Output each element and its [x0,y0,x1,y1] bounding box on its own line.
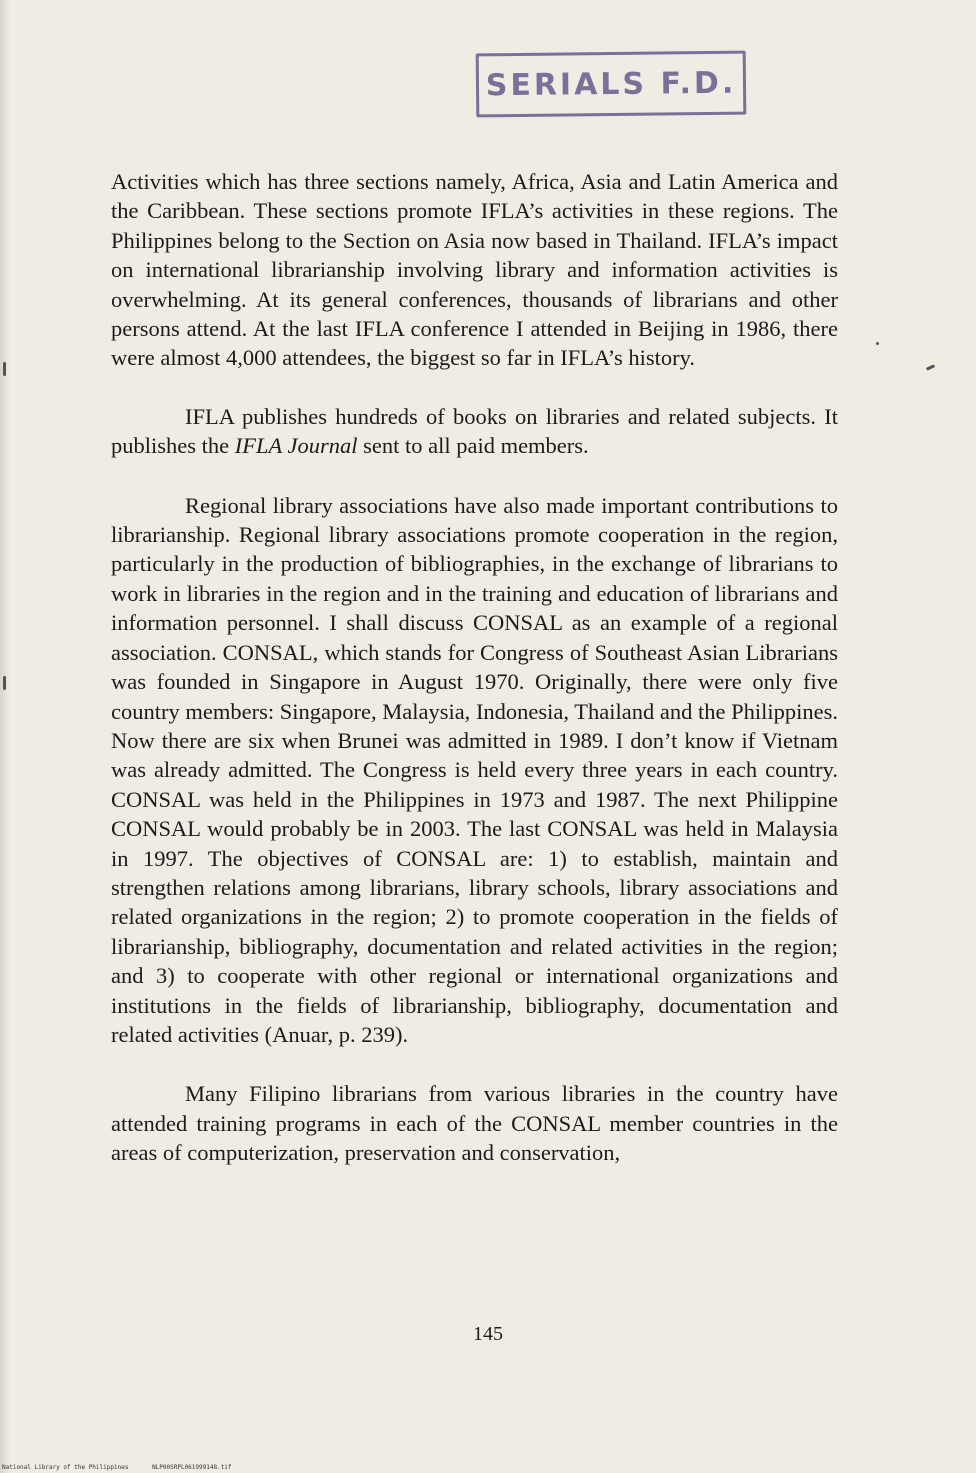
serials-stamp [476,51,747,118]
footer-library: National Library of the Philippines [2,1464,129,1471]
paragraph-consal: Regional library associations have also made important contributions to librarianship. Regional library associations promote cooperation in the region, particularly in the production of bibliographies, in the exchange of librarians to work in libraries in the region and in the training and education of librarians and information personnel. I shall discuss CONSAL as an example of a regional association. CONSAL, which stands for Congress of Southeast Asian Librarians was founded in Singapore in August 1970. Originally, there were only five country members: Singapore, Malaysia, Indonesia, Thailand and the Philippines. Now there are six when Brunei was admitted in 1989. I don’t know if Vietnam was already admitted. The Congress is held every three years in each country. CONSAL was held in the Philippines in 1973 and 1987. The next Philippine CONSAL would probably be in 2003. The last CONSAL was held in Malaysia in 1997. The objectives of CONSAL are: 1) to establish, maintain and strengthen relations among librarians, library schools, library associations and related organizations in the region; 2) to promote cooperation in the fields of librarianship, bibliography, documentation and related activities in the region; and 3) to cooperate with other regional or international organizations and institutions in the fields of librarianship, bibliography, documentation and related activities (Anuar, p. 239). [111,492,838,1047]
margin-mark [3,676,6,690]
paragraph-ifla-activities: Activities which has three sections namely, Africa, Asia and Latin America and the Caribbean. These sections promote IFLA’s activities in these regions. The Philippines belong to the Section on Asia now based in Thailand. IFLA’s impact on international librarianship involving library and information activities is overwhelming. At its general conferences, thousands of librarians and other persons attend. At the last IFLA conference I attended in Beijing in 1986, there were almost 4,000 attendees, the biggest so far in IFLA’s history. [111,169,838,371]
scan-footer [2,1464,252,1471]
paragraph-text: IFLA publishes hundreds of books on libraries and related subjects. It publishes the [111,403,838,459]
page-body [111,167,838,1168]
margin-mark [876,342,879,345]
page-number: 145 [473,1323,503,1345]
paragraph-text: sent to all paid members. [357,433,589,459]
page-edge [0,0,10,1473]
stamp-text: SERIALS F.D. [485,65,737,103]
margin-mark [926,364,935,371]
footer-filename: NLP00SRPL061999148.tif [152,1464,232,1471]
paragraph-filipino-librarians: Many Filipino librarians from various libraries in the country have attended training programs in each of the CONSAL member countries in the areas of computerization, preservation and conservation, [111,1081,838,1166]
journal-title: IFLA Journal [234,433,358,459]
paragraph-ifla-publications [111,402,838,461]
margin-mark [3,362,6,376]
